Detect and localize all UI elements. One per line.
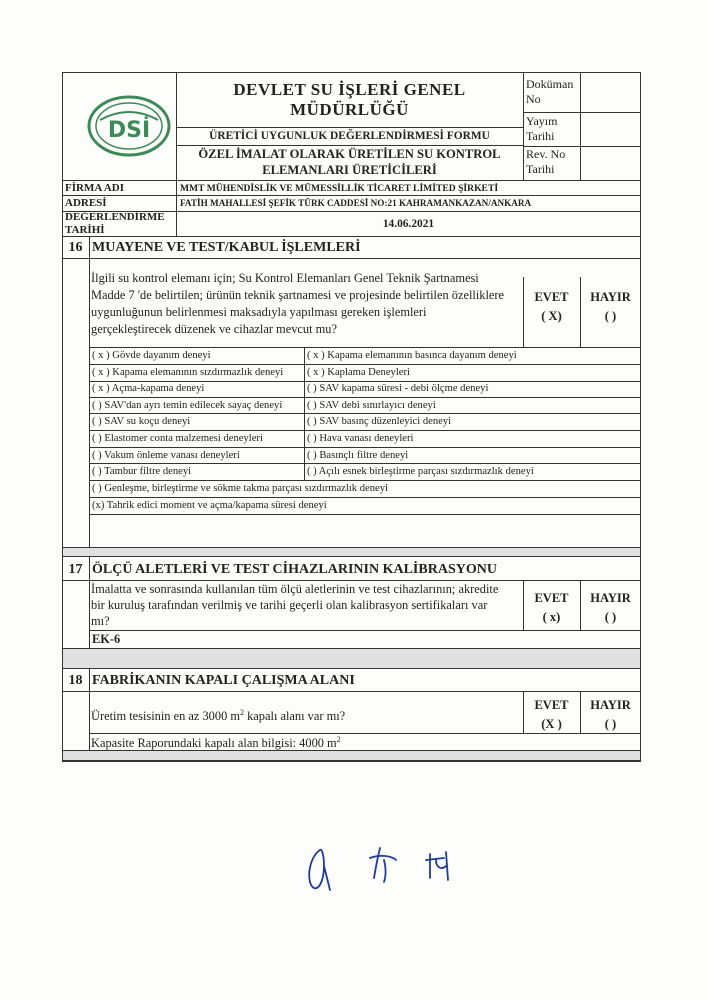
s18-question-sup: 2: [240, 708, 245, 717]
s17-question-line: İmalatta ve sonrasında kullanılan tüm ölçü aletlerinin ve test cihazlarının; akredite: [91, 582, 499, 596]
test-option-right[interactable]: ( ) Basınçlı filtre deneyi: [307, 450, 409, 461]
meta-doc-no-l2: No: [526, 92, 541, 106]
meta-rev-no-l1: Rev. No: [526, 147, 566, 161]
evet-label: EVET: [534, 698, 569, 712]
s16-question-line: uygunluğunun belirlenmesi maksadıyla yapılması gereken işlemleri: [91, 305, 427, 319]
test-option-right[interactable]: ( ) Hava vanası deneyleri: [307, 433, 414, 444]
meta-pub-date-l1: Yayım: [526, 114, 558, 128]
s17-question-line: bir kuruluş tarafından verilmiş ve tarihi geçerli olan kalibrasyon sertifikaları var: [91, 598, 488, 612]
s17-attachment-note: EK-6: [92, 632, 121, 646]
test-option-left[interactable]: ( x ) Kapama elemanının sızdırmazlık deneyi: [92, 367, 284, 378]
eval-date-label-l2: TARİHİ: [65, 224, 105, 236]
test-option-right[interactable]: ( ) SAV debi sınırlayıcı deneyi: [307, 400, 436, 411]
s16-evet-answer[interactable]: [523, 288, 580, 326]
signature-2: [370, 848, 396, 882]
dsi-logo: [86, 94, 172, 158]
s18-question-end: kapalı alanı var mı?: [244, 709, 346, 724]
test-option-left[interactable]: ( ) Vakum önleme vanası deneyleri: [92, 450, 240, 461]
s16-question-line: gerçekleştirecek düzenek ve cihazlar mevcut mu?: [91, 322, 337, 336]
section-18-title: FABRİKANIN KAPALI ÇALIŞMA ALANI: [92, 673, 355, 688]
test-option-full[interactable]: (x) Tahrik edici moment ve açma/kapama süresi deneyi: [92, 500, 327, 511]
s18-question: [91, 708, 345, 723]
s18-evet-answer[interactable]: [523, 696, 580, 734]
s17-evet-answer[interactable]: [523, 589, 580, 627]
eval-date-value: 14.06.2021: [382, 218, 435, 230]
hayir-mark: ( ): [604, 716, 617, 731]
test-option-left[interactable]: ( ) Elastomer conta malzemesi deneyleri: [92, 433, 263, 444]
meta-rev-no-l2: Tarihi: [526, 162, 555, 176]
signature-3: [426, 852, 448, 880]
org-title-line1: DEVLET SU İŞLERİ GENEL: [233, 80, 466, 99]
section-18-number: 18: [68, 673, 83, 688]
s18-info-sup: 2: [336, 735, 341, 744]
s18-hayir-answer[interactable]: [580, 696, 641, 734]
form-title: ÜRETİCİ UYGUNLUK DEĞERLENDİRMESİ FORMU: [209, 130, 490, 142]
hayir-label: HAYIR: [590, 290, 631, 304]
eval-date-label-l1: DEĞERLENDİRME: [65, 211, 165, 223]
evet-mark: (X ): [541, 716, 562, 731]
test-option-right[interactable]: ( x ) Kaplama Deneyleri: [307, 367, 410, 378]
evet-label: EVET: [534, 591, 569, 605]
test-option-right[interactable]: ( ) SAV kapama süresi - debi ölçme deneyi: [307, 383, 489, 394]
address-label: ADRESİ: [65, 197, 107, 209]
evet-mark: ( x): [542, 609, 561, 624]
s18-info-text: Kapasite Raporundaki kapalı alan bilgisi: 4000 m: [91, 736, 337, 751]
hayir-mark: ( ): [604, 609, 617, 624]
meta-doc-no-l1: Doküman: [526, 77, 574, 91]
firm-name-value: MMT MÜHENDİSLİK VE MÜMESSİLLİK TİCARET LİMİTED ŞİRKETİ: [180, 183, 499, 194]
test-option-left[interactable]: ( ) SAV su koçu deneyi: [92, 416, 191, 427]
evet-mark: ( X): [541, 308, 562, 323]
address-value: FATİH MAHALLESİ ŞEFİK TÜRK CADDESİ NO:21 KAHRAMANKAZAN/ANKARA: [180, 198, 532, 208]
s16-question-line: Madde 7 'de belirtilen; ürünün teknik şartnamesi ve projesinde belirtilen özelliklere: [91, 288, 505, 302]
test-option-left[interactable]: ( ) Tambur filtre deneyi: [92, 466, 192, 477]
test-option-left[interactable]: ( x ) Açma-kapama deneyi: [92, 383, 205, 394]
meta-pub-date-l2: Tarihi: [526, 129, 555, 143]
test-option-right[interactable]: ( ) Açılı esnek birleştirme parçası sızdırmazlık deneyi: [307, 466, 534, 477]
s18-question-text: Üretim tesisinin en az 3000 m: [91, 709, 241, 724]
s16-question-line: İlgili su kontrol elemanı için; Su Kontrol Elemanları Genel Teknik Şartnamesi: [91, 271, 479, 285]
subtitle-line2: ELEMANLARI ÜRETİCİLERİ: [262, 163, 437, 177]
s18-capacity-info: [91, 735, 341, 750]
test-option-left[interactable]: ( ) SAV'dan ayrı temin edilecek sayaç deneyi: [92, 400, 283, 411]
test-option-right[interactable]: ( x ) Kapama elemanının basınca dayanım deneyi: [307, 350, 517, 361]
section-17-title: ÖLÇÜ ALETLERİ VE TEST CİHAZLARININ KALİBRASYONU: [92, 562, 497, 577]
firm-name-label: FİRMA ADI: [65, 182, 124, 194]
s16-hayir-answer[interactable]: [580, 288, 641, 326]
section-17-number: 17: [68, 562, 83, 577]
subtitle-line1: ÖZEL İMALAT OLARAK ÜRETİLEN SU KONTROL: [198, 147, 501, 161]
hayir-label: HAYIR: [590, 698, 631, 712]
signatures: [300, 838, 470, 898]
org-title-line2: MÜDÜRLÜĞÜ: [290, 100, 409, 119]
hayir-mark: ( ): [604, 308, 617, 323]
s17-hayir-answer[interactable]: [580, 589, 641, 627]
signature-1: [309, 850, 330, 890]
evet-label: EVET: [534, 290, 569, 304]
test-option-right[interactable]: ( ) SAV basınç düzenleyici deneyi: [307, 416, 452, 427]
logo-text: DSİ: [107, 118, 151, 143]
hayir-label: HAYIR: [590, 591, 631, 605]
test-option-full[interactable]: ( ) Genleşme, birleştirme ve sökme takma parçası sızdırmazlık deneyi: [92, 483, 388, 494]
section-16-title: MUAYENE VE TEST/KABUL İŞLEMLERİ: [92, 240, 361, 255]
test-option-left[interactable]: ( x ) Gövde dayanım deneyi: [92, 350, 211, 361]
section-16-number: 16: [68, 240, 83, 255]
s17-question-line: mı?: [91, 614, 110, 628]
